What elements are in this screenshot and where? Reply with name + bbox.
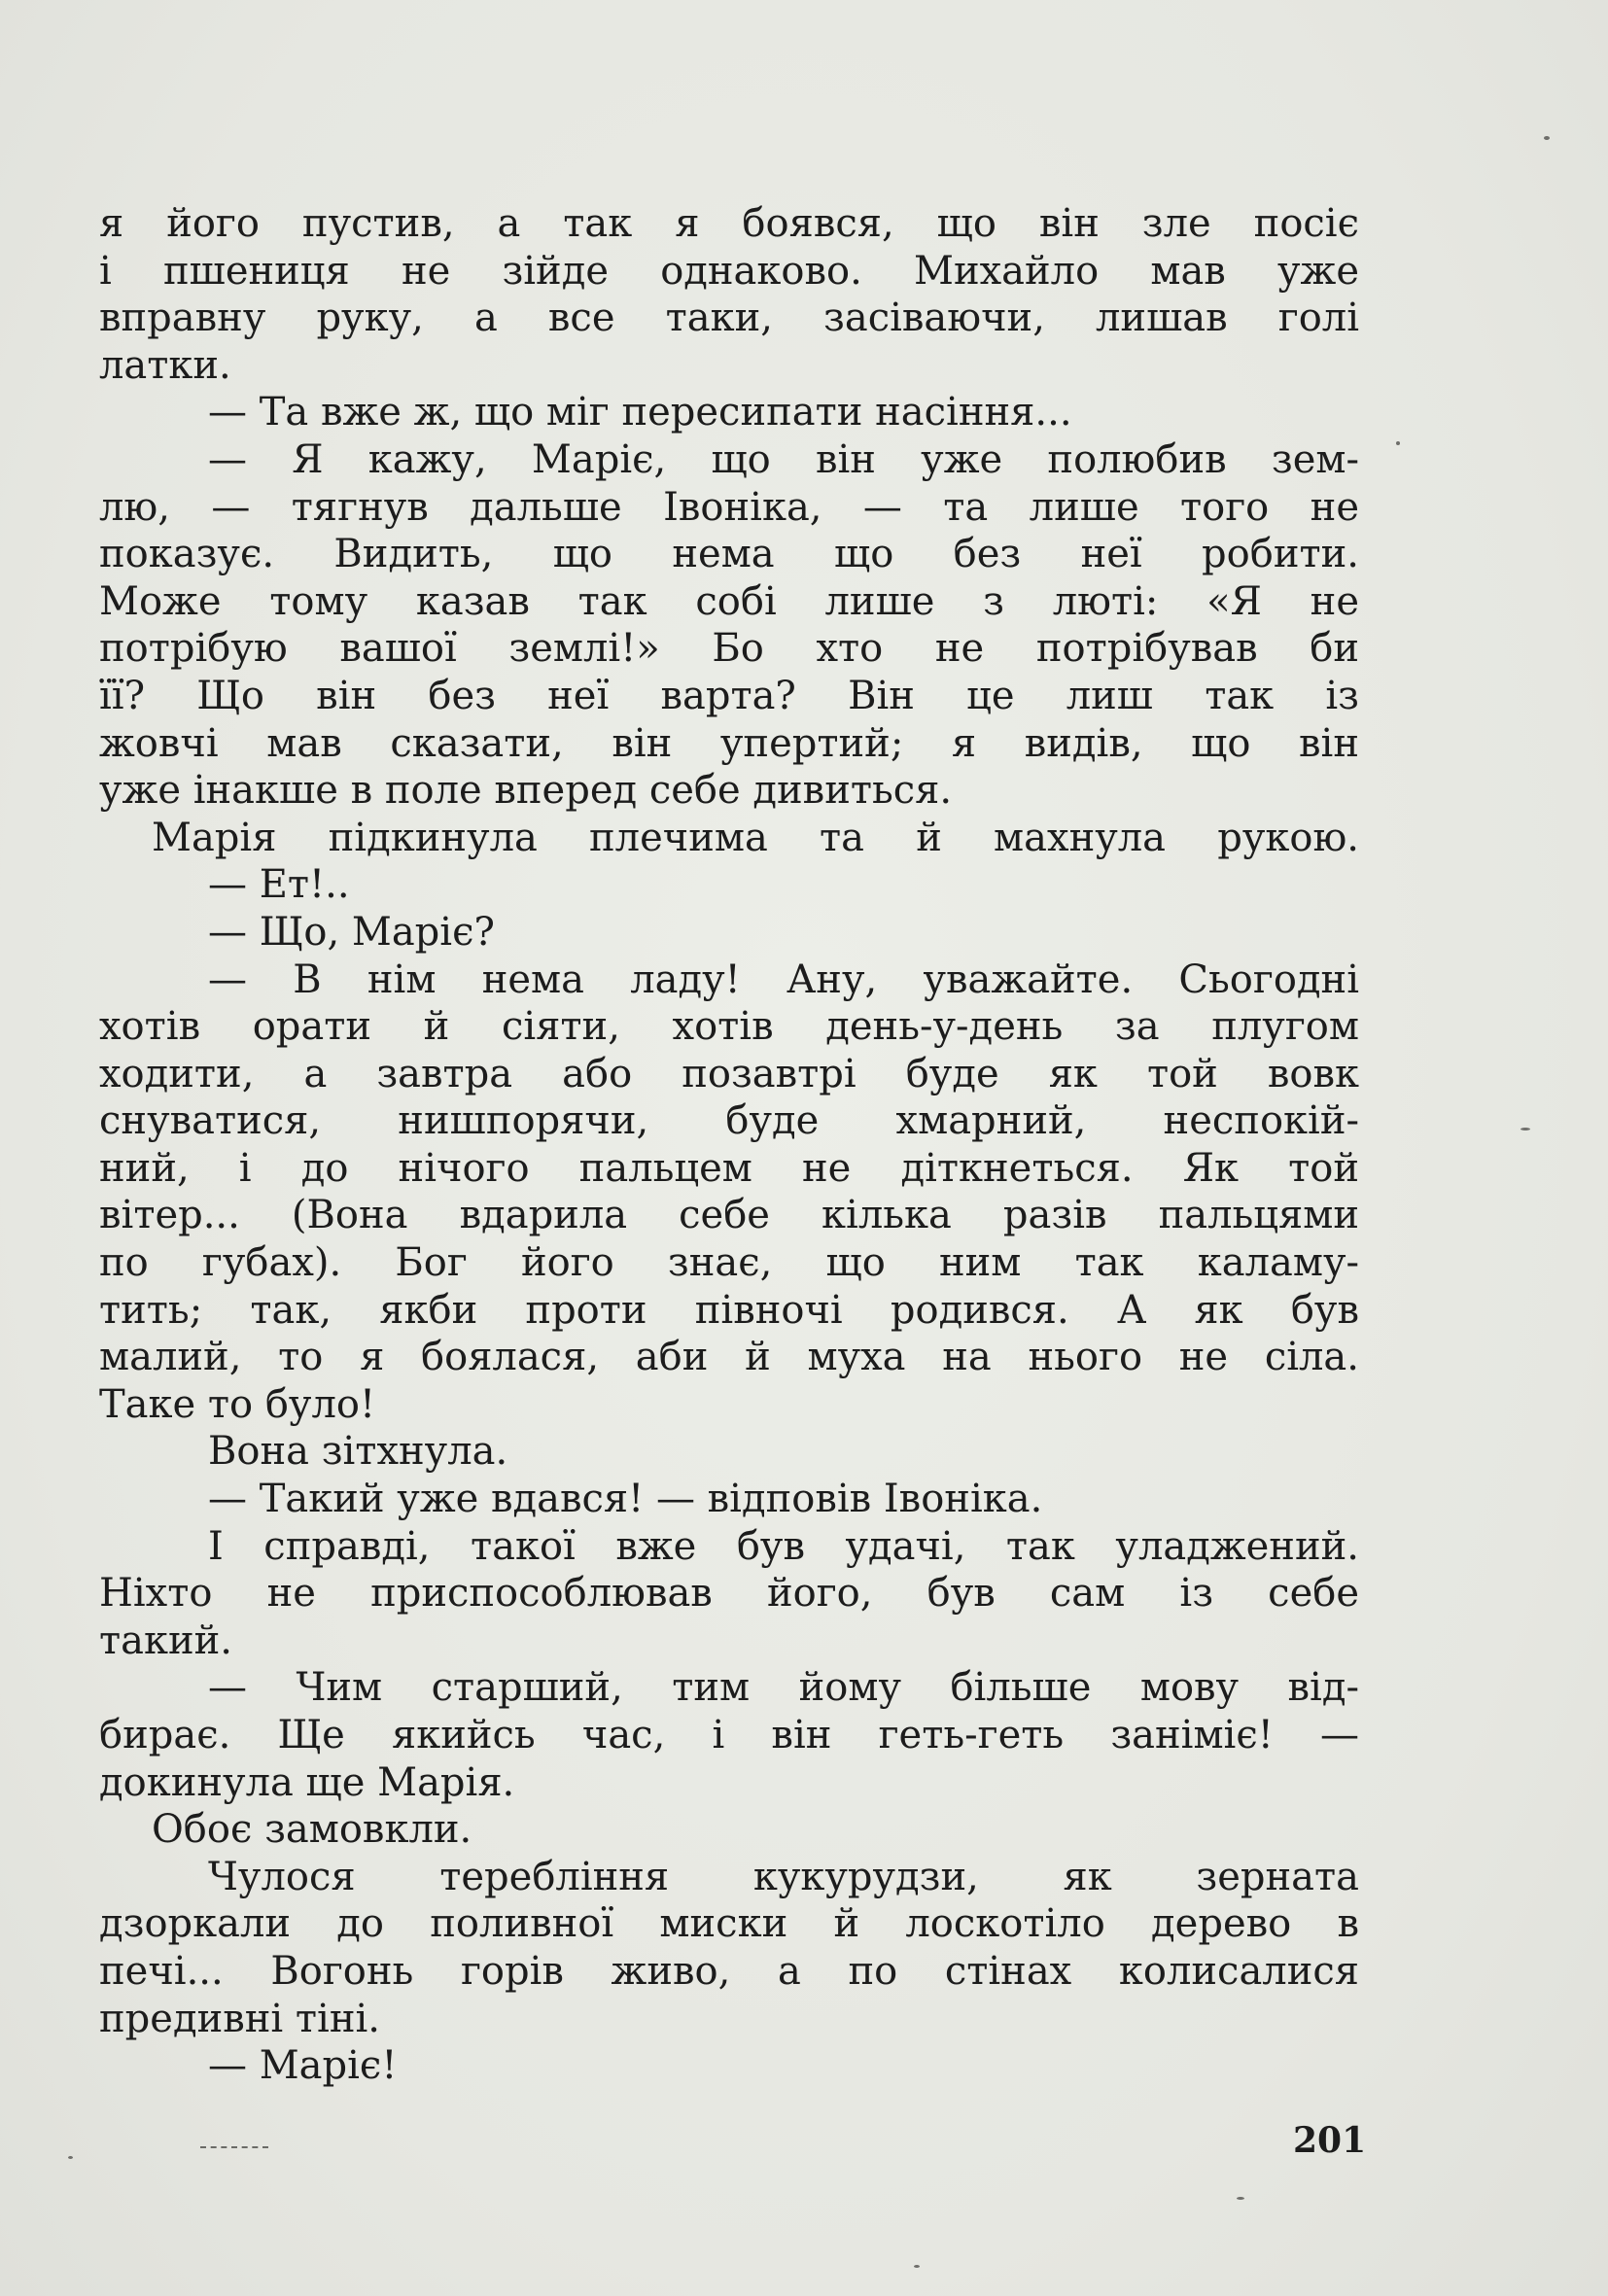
paper-speck [1521, 1128, 1530, 1131]
text-line: Таке то було! [99, 1381, 376, 1427]
text-line: хотів орати й сіяти, хотів день-у-день за плугом [99, 1004, 1359, 1050]
text-line: дзоркали до поливної миски й лоскотіло дерево в [99, 1901, 1359, 1947]
paper-speck [1237, 2197, 1244, 2200]
print-dash-mark [200, 2146, 268, 2148]
text-line: — Я кажу, Маріє, що він уже полюбив зем- [208, 436, 1359, 482]
text-line: Обоє замовкли. [152, 1807, 472, 1853]
text-line: вітер... (Вона вдарила себе кілька разів пальцями [99, 1193, 1359, 1238]
text-line: бирає. Ще якийсь час, і він геть-геть заніміє! — [99, 1713, 1359, 1757]
text-line: потрібую вашої землі!» Бо хто не потрібував би [99, 626, 1359, 672]
page-text [99, 200, 1359, 2090]
text-line: уже інакше в поле вперед себе дивиться. [99, 768, 953, 814]
text-line: ний, і до нічого пальцем не діткнеться. Як той [99, 1145, 1359, 1191]
text-line: докинула ще Марія. [99, 1759, 515, 1805]
text-line: — В нім нема ладу! Ану, уважайте. Сьогодні [208, 957, 1359, 1002]
text-line: вправну руку, а все таки, засіваючи, лишав голі [99, 296, 1359, 341]
paper-speck [1544, 136, 1550, 140]
text-line: — Такий уже вдався! — відповів Івоніка. [208, 1477, 1043, 1522]
text-line: лю, — тягнув дальше Івоніка, — та лише того не [99, 484, 1359, 530]
text-line: — Та вже ж, що міг пересипати насіння... [208, 390, 1072, 435]
text-line: ходити, а завтра або позавтрі буде як той вовк [99, 1051, 1359, 1096]
text-line: — Що, Маріє? [208, 909, 495, 955]
text-line: тить; так, якби проти півночі родився. А як був [99, 1287, 1359, 1333]
text-line: — Чим старший, тим йому більше мову від- [208, 1665, 1359, 1711]
text-line: її? Що він без неї варта? Він це лиш так із [99, 673, 1359, 718]
text-line: показує. Видить, що нема що без неї робити. [99, 532, 1359, 577]
text-line: я його пустив, а так я боявся, що він зле посіє [99, 201, 1359, 246]
text-line: Може тому казав так собі лише з люті: «Я не [99, 578, 1359, 624]
text-line: Чулося теребління кукурудзи, як зерната [208, 1854, 1359, 1899]
paper-speck [68, 2156, 73, 2159]
text-line: по губах). Бог його знає, що ним так каламу- [99, 1240, 1359, 1286]
text-line: латки. [99, 342, 231, 388]
text-line: малий, то я боялася, аби й муха на нього не сіла. [99, 1335, 1359, 1380]
text-line: Ніхто не приспособлював його, був сам із себе [99, 1571, 1359, 1617]
text-line: і пшениця не зійде однаково. Михайло мав уже [99, 248, 1359, 294]
text-line: жовчі мав сказати, він упертий; я видів, що він [99, 720, 1359, 766]
text-line: предивні тіні. [99, 1996, 381, 2041]
page-number: 201 [1293, 2120, 1367, 2161]
text-line: І справді, такої вже був удачі, так уладжений. [208, 1523, 1359, 1569]
paper-speck [1396, 441, 1400, 445]
text-line: — Маріє! [208, 2043, 398, 2089]
text-line: Вона зітхнула. [208, 1429, 508, 1475]
text-line: снуватися, нишпорячи, буде хмарний, неспокій- [99, 1098, 1359, 1144]
text-line: Марія підкинула плечима та й махнула рукою. [152, 815, 1359, 860]
text-line: печі... Вогонь горів живо, а по стінах колисалися [99, 1948, 1359, 1994]
text-line: такий. [99, 1618, 233, 1663]
paper-speck [914, 2265, 920, 2268]
text-line: — Ет!.. [208, 862, 350, 908]
